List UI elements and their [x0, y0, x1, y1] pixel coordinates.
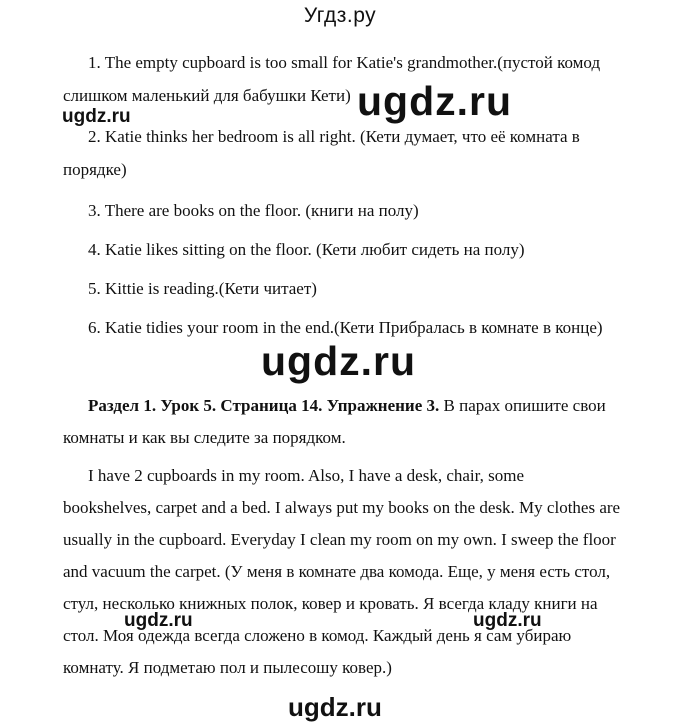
answer-4: 4. Katie likes sitting on the floor. (Кети любит сидеть на полу)	[88, 240, 525, 259]
exercise-text-line: стул, несколько книжных полок, ковер и кровать. Я всегда кладу книги на	[63, 594, 598, 613]
answer-3: 3. There are books on the floor. (книги на полу)	[88, 201, 419, 220]
page-header: Угдз.ру	[303, 4, 377, 27]
answer-5: 5. Kittie is reading.(Кети читает)	[88, 279, 317, 298]
exercise-heading-line-2: комнаты и как вы следите за порядком.	[63, 428, 346, 447]
watermark-small: ugdz.ru	[124, 610, 193, 631]
exercise-text-line: стол. Моя одежда всегда сложено в комод. Каждый день я сам убираю	[63, 626, 572, 645]
exercise-heading	[88, 395, 606, 417]
exercise-heading-rest: В парах опишите свои	[443, 396, 606, 415]
answer-6: 6. Katie tidies your room in the end.(Кети Прибралась в комнате в конце)	[88, 318, 603, 337]
watermark-large: ugdz.ru	[357, 78, 513, 124]
exercise-text-line: комнату. Я подметаю пол и пылесошу ковер.)	[63, 658, 392, 677]
answer-1-line-2: слишком маленький для бабушки Кети)	[63, 86, 351, 105]
watermark-small: ugdz.ru	[473, 610, 542, 631]
answer-2-line-2: порядке)	[63, 160, 127, 179]
exercise-text-line: I have 2 cupboards in my room. Also, I have a desk, chair, some	[88, 466, 525, 485]
answer-2-line-1: 2. Katie thinks her bedroom is all right. (Кети думает, что её комната в	[88, 127, 580, 146]
watermark-large: ugdz.ru	[261, 338, 417, 384]
exercise-text-line: and vacuum the carpet. (У меня в комнате два комода. Еще, у меня есть стол,	[63, 562, 611, 581]
exercise-text-line: usually in the cupboard. Everyday I clean my room on my own. I sweep the floor	[63, 530, 616, 549]
exercise-text-line: bookshelves, carpet and a bed. I always put my books on the desk. My clothes are	[63, 498, 621, 517]
watermark-small: ugdz.ru	[62, 106, 131, 127]
exercise-heading-bold: Раздел 1. Урок 5. Страница 14. Упражнение 3.	[88, 396, 440, 415]
watermark-bottom: ugdz.ru	[288, 692, 382, 722]
answer-1-line-1: 1. The empty cupboard is too small for Katie's grandmother.(пустой комод	[88, 53, 601, 72]
